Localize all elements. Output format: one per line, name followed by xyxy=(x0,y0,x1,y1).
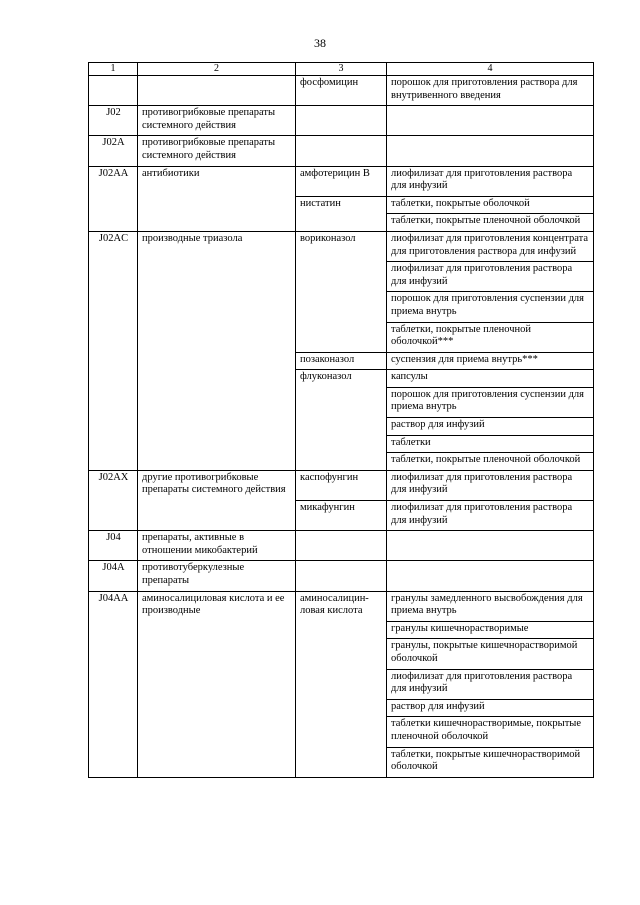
dosage-form-cell: порошок для приготовления суспензии для приема внутрь xyxy=(387,387,594,417)
dosage-form-cell: порошок для приготовления раствора для внутривенного введения xyxy=(387,76,594,106)
dosage-form-cell: таблетки, покрытые пленочной оболочкой*** xyxy=(387,322,594,352)
drug-name-cell xyxy=(296,136,387,166)
table-row xyxy=(89,531,594,561)
dosage-form-cell: гранулы, покрытые кишечнорастворимой оболочкой xyxy=(387,639,594,669)
dosage-form-cell xyxy=(387,136,594,166)
atc-code-cell xyxy=(89,76,138,106)
group-name-cell: противотуберкулезные препараты xyxy=(138,561,296,591)
table-row xyxy=(89,231,594,261)
column-number: 2 xyxy=(138,63,296,76)
drug-classification-table xyxy=(88,62,594,778)
table-row xyxy=(89,76,594,106)
dosage-form-cell: раствор для инфузий xyxy=(387,699,594,717)
dosage-form-cell: лиофилизат для приготовления раствора для инфузий xyxy=(387,262,594,292)
atc-code-cell: J02AC xyxy=(89,231,138,470)
column-number: 1 xyxy=(89,63,138,76)
dosage-form-cell: таблетки xyxy=(387,435,594,453)
dosage-form-cell: капсулы xyxy=(387,370,594,388)
atc-code-cell: J02A xyxy=(89,136,138,166)
column-number: 4 xyxy=(387,63,594,76)
dosage-form-cell: таблетки, покрытые пленочной оболочкой xyxy=(387,453,594,471)
dosage-form-cell: таблетки кишечнорастворимые, покрытые пленочной оболочкой xyxy=(387,717,594,747)
atc-code-cell: J04A xyxy=(89,561,138,591)
column-number: 3 xyxy=(296,63,387,76)
dosage-form-cell xyxy=(387,531,594,561)
drug-name-cell: нистатин xyxy=(296,196,387,231)
dosage-form-cell: гранулы кишечнорастворимые xyxy=(387,621,594,639)
group-name-cell: противогрибковые препараты системного действия xyxy=(138,136,296,166)
dosage-form-cell: лиофилизат для приготовления раствора для инфузий xyxy=(387,166,594,196)
table-row xyxy=(89,136,594,166)
dosage-form-cell xyxy=(387,106,594,136)
atc-code-cell: J04 xyxy=(89,531,138,561)
dosage-form-cell: раствор для инфузий xyxy=(387,418,594,436)
atc-code-cell: J04AA xyxy=(89,591,138,777)
dosage-form-cell: порошок для приготовления суспензии для приема внутрь xyxy=(387,292,594,322)
drug-name-cell xyxy=(296,561,387,591)
table-row xyxy=(89,561,594,591)
dosage-form-cell: суспензия для приема внутрь*** xyxy=(387,352,594,370)
table-row xyxy=(89,470,594,500)
drug-name-cell: фосфомицин xyxy=(296,76,387,106)
table-row xyxy=(89,591,594,621)
drug-name-cell xyxy=(296,106,387,136)
drug-name-cell: флуконазол xyxy=(296,370,387,471)
atc-code-cell: J02 xyxy=(89,106,138,136)
dosage-form-cell: лиофилизат для приготовления концентрата для приготовления раствора для инфузий xyxy=(387,231,594,261)
table-row xyxy=(89,106,594,136)
drug-name-cell: вориконазол xyxy=(296,231,387,352)
drug-name-cell: аминосалицин-ловая кислота xyxy=(296,591,387,777)
dosage-form-cell: таблетки, покрытые оболочкой xyxy=(387,196,594,214)
dosage-form-cell: таблетки, покрытые пленочной оболочкой xyxy=(387,214,594,232)
dosage-form-cell: лиофилизат для приготовления раствора для инфузий xyxy=(387,501,594,531)
dosage-form-cell: лиофилизат для приготовления раствора для инфузий xyxy=(387,669,594,699)
atc-code-cell: J02AX xyxy=(89,470,138,530)
atc-code-cell: J02AA xyxy=(89,166,138,231)
page-number: 38 xyxy=(314,36,326,50)
drug-name-cell: амфотерицин B xyxy=(296,166,387,196)
group-name-cell: противогрибковые препараты системного действия xyxy=(138,106,296,136)
dosage-form-cell: лиофилизат для приготовления раствора для инфузий xyxy=(387,470,594,500)
column-number-row xyxy=(89,63,594,76)
group-name-cell: препараты, активные в отношении микобактерий xyxy=(138,531,296,561)
drug-name-cell: позаконазол xyxy=(296,352,387,370)
dosage-form-cell: гранулы замедленного высвобождения для приема внутрь xyxy=(387,591,594,621)
drug-name-cell xyxy=(296,531,387,561)
group-name-cell: аминосалициловая кислота и ее производные xyxy=(138,591,296,777)
drug-name-cell: каспофунгин xyxy=(296,470,387,500)
group-name-cell: производные триазола xyxy=(138,231,296,470)
drug-name-cell: микафунгин xyxy=(296,501,387,531)
group-name-cell: антибиотики xyxy=(138,166,296,231)
dosage-form-cell: таблетки, покрытые кишечнорастворимой оболочкой xyxy=(387,747,594,777)
group-name-cell: другие противогрибковые препараты системного действия xyxy=(138,470,296,530)
group-name-cell xyxy=(138,76,296,106)
dosage-form-cell xyxy=(387,561,594,591)
table-row xyxy=(89,166,594,196)
